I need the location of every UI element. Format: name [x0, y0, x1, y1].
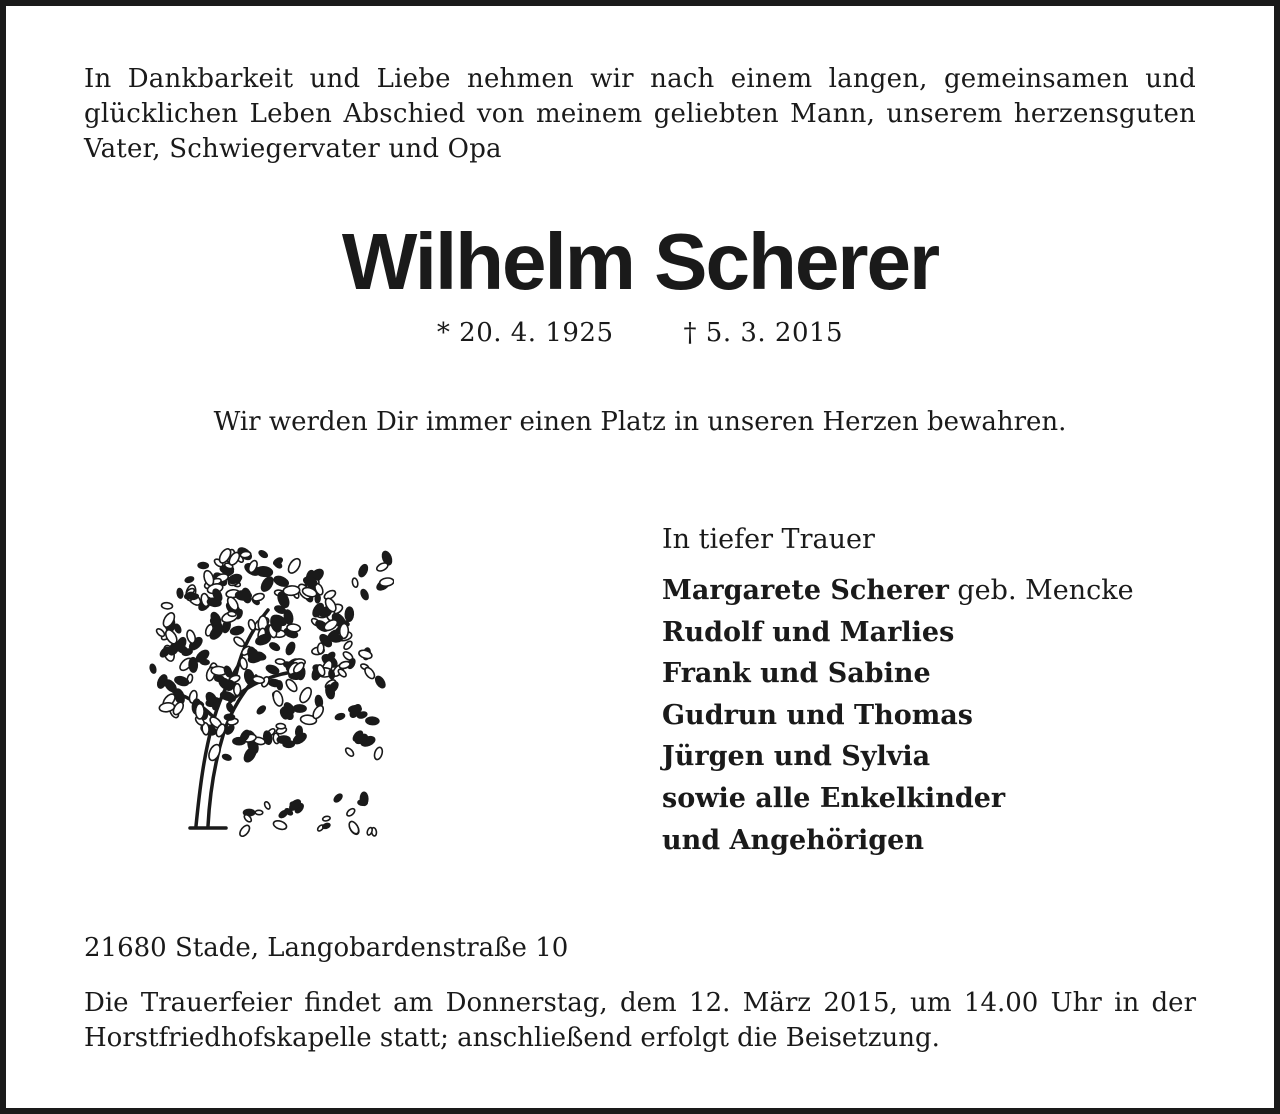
intro-text: In Dankbarkeit und Liebe nehmen wir nach einem langen, gemeinsamen und glücklichen Leben Abschied von meinem geliebten Mann, unserem herzensguten Vater, Schwiegervater und Opa [84, 64, 1196, 164]
mourner-note: geb. Mencke [948, 575, 1134, 606]
mourner-row [662, 570, 1222, 612]
mourner-name: Rudolf und Marlies [662, 616, 955, 648]
death-date: † 5. 3. 2015 [683, 318, 844, 348]
birth-date: * 20. 4. 1925 [436, 318, 614, 348]
mourner-row [662, 695, 1222, 737]
life-dates [6, 316, 1274, 350]
mourner-name: Jürgen und Sylvia [662, 741, 931, 773]
mourners-block [662, 520, 1222, 861]
mourner-row [662, 778, 1222, 820]
mourner-name: und Angehörigen [662, 824, 924, 856]
windblown-tree-icon [134, 526, 394, 846]
deceased-name: Wilhelm Scherer [341, 217, 939, 306]
mourner-name: Gudrun und Thomas [662, 699, 973, 731]
mourner-name: Margarete Scherer [662, 575, 949, 606]
mourner-row [662, 820, 1222, 862]
mourner-row [662, 653, 1222, 695]
address-text: 21680 Stade, Langobardenstraße 10 [84, 933, 569, 963]
mourners-list [662, 570, 1222, 861]
mourner-row [662, 612, 1222, 654]
mourners-label: In tiefer Trauer [662, 524, 875, 555]
mourner-row [662, 736, 1222, 778]
motto-text: Wir werden Dir immer einen Platz in unseren Herzen bewahren. [213, 407, 1067, 437]
mourner-name: sowie alle Enkelkinder [662, 782, 1006, 814]
mourner-name: Frank und Sabine [662, 658, 931, 690]
funeral-text: Die Trauerfeier findet am Donnerstag, dem 12. März 2015, um 14.00 Uhr in der Horstfriedhofskapelle statt; anschließend erfolgt die Beisetzung. [84, 988, 1196, 1053]
